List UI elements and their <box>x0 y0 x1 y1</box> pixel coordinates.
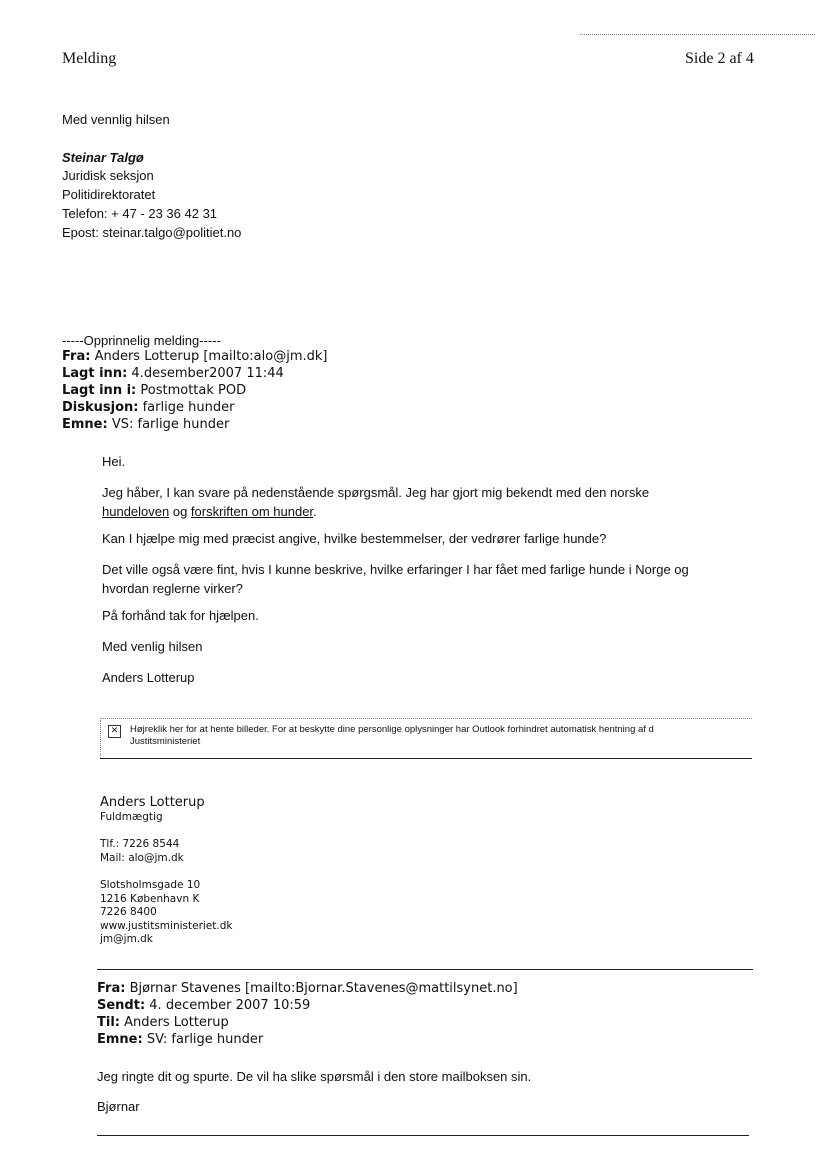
body-closing: Med venlig hilsen <box>102 639 203 654</box>
jm-email: jm@jm.dk <box>100 933 153 945</box>
fwd-sent: Sendt: 4. december 2007 10:59 <box>97 998 311 1013</box>
body-paragraph-3: Det ville også være fint, hvis I kunne beskrive, hvilke erfaringer I har fået med farlige hunde i Norge og hvordan reglerne virker? <box>102 562 689 596</box>
sender-phone: Telefon: + 47 - 23 36 42 31 <box>62 206 218 221</box>
scan-artifact-line <box>580 34 815 35</box>
page-number: Side 2 af 4 <box>685 50 754 67</box>
closing-greeting: Med vennlig hilsen <box>62 112 170 127</box>
link-forskriften[interactable]: forskriften om hunder <box>190 504 314 519</box>
sender-details <box>62 166 241 242</box>
sender-name: Steinar Talgø <box>62 150 144 165</box>
broken-image-icon[interactable]: ✕ <box>108 725 121 738</box>
forwarded-signoff: Bjørnar <box>97 1099 140 1114</box>
field-from: Fra: Anders Lotterup [mailto:alo@jm.dk] <box>62 349 328 364</box>
original-message-header <box>62 348 327 433</box>
sender-department: Juridisk seksjon <box>62 168 154 183</box>
fwd-subject: Emne: SV: farlige hunder <box>97 1032 264 1047</box>
jm-mail: Mail: alo@jm.dk <box>100 851 184 864</box>
field-posted: Lagt inn: 4.desember2007 11:44 <box>62 366 284 381</box>
forwarded-body: Jeg ringte dit og spurte. De vil ha slike spørsmål i den store mailboksen sin. <box>97 1069 532 1084</box>
forwarded-message-header <box>97 980 518 1048</box>
jm-signature-title: Fuldmægtig <box>100 811 163 823</box>
fwd-to: Til: Anders Lotterup <box>97 1015 229 1030</box>
blocked-image-notice[interactable]: Højreklik her for at hente billeder. For at beskytte dine personlige oplysninger har Outlook forhindret automatisk hentning af d Justitsministeriet <box>130 724 654 747</box>
image-frame-bottom <box>100 758 752 759</box>
field-posted-in: Lagt inn i: Postmottak POD <box>62 383 247 398</box>
jm-signature-name: Anders Lotterup <box>100 795 205 810</box>
body-signoff: Anders Lotterup <box>102 670 195 685</box>
field-discussion: Diskusjon: farlige hunder <box>62 400 235 415</box>
body-salutation: Hei. <box>102 454 126 469</box>
bottom-divider <box>97 1135 749 1136</box>
image-frame-left <box>100 720 101 758</box>
body-paragraph-1: Jeg håber, I kan svare på nedenstående spørgsmål. Jeg har gjort mig bekendt med den norske hundeloven og forskriften om hunder. <box>102 485 650 519</box>
sender-organization: Politidirektoratet <box>62 187 156 202</box>
body-paragraph-4: På forhånd tak for hjælpen. <box>102 608 259 623</box>
jm-phone: Tlf.: 7226 8544 <box>100 838 180 850</box>
jm-signature-contact <box>100 838 184 865</box>
sender-email: Epost: steinar.talgo@politiet.no <box>62 225 242 240</box>
forward-divider <box>97 969 753 970</box>
original-message-separator: -----Opprinnelig melding----- <box>62 333 221 348</box>
jm-address: Slotsholmsgade 10 1216 København K 7226 8400 www.justitsministeriet.dk jm@jm.dk <box>100 879 233 945</box>
fwd-from: Fra: Bjørnar Stavenes [mailto:Bjornar.Stavenes@mattilsynet.no] <box>97 981 518 996</box>
page-header-title: Melding <box>62 50 117 67</box>
body-paragraph-2: Kan I hjælpe mig med præcist angive, hvilke bestemmelser, der vedrører farlige hunde? <box>102 531 607 546</box>
field-subject: Emne: VS: farlige hunder <box>62 417 230 432</box>
image-frame-top <box>100 718 752 719</box>
jm-website: www.justitsministeriet.dk <box>100 919 233 932</box>
link-hundeloven[interactable]: hundeloven <box>102 504 170 519</box>
